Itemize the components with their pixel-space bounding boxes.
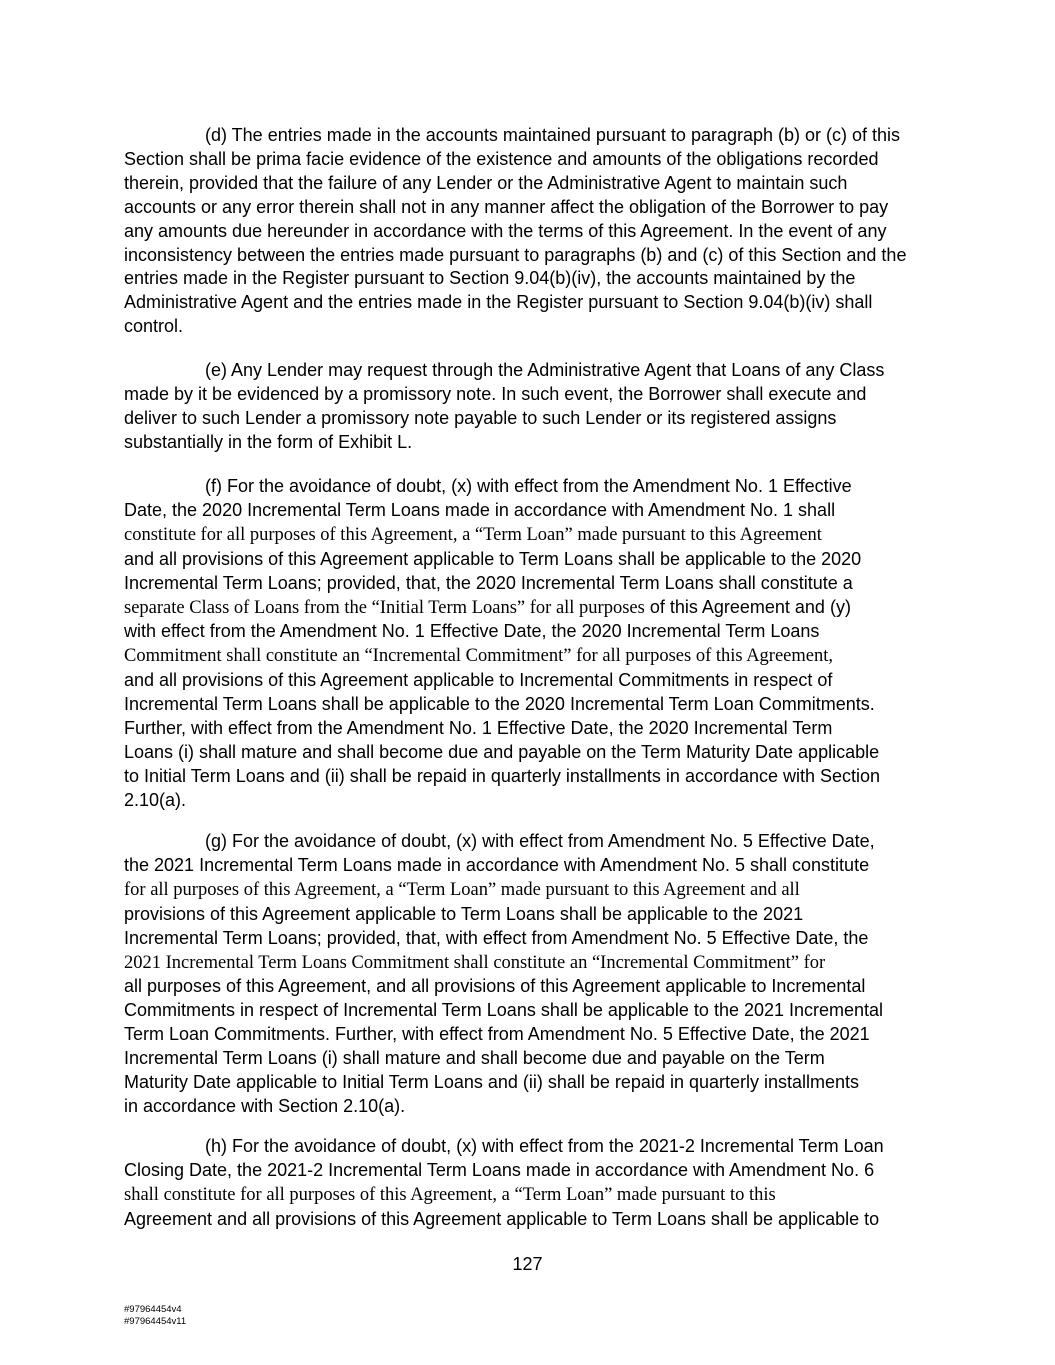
text-line: Loans (i) shall mature and shall become due and payable on the Term Maturity Date applicable <box>124 741 880 762</box>
text-line: and all provisions of this Agreement applicable to Incremental Commitments in respect of <box>124 670 833 691</box>
text-line: any amounts due hereunder in accordance with the terms of this Agreement. In the event of any <box>124 220 887 241</box>
text-line: and all provisions of this Agreement applicable to Term Loans shall be applicable to the 2020 <box>124 548 862 569</box>
text-line: of this Agreement and (y) <box>644 596 851 617</box>
text-line: the 2021 Incremental Term Loans made in accordance with Amendment No. 5 shall constitute <box>124 854 870 875</box>
paragraph-label: (f) <box>205 476 222 496</box>
text-line: Agreement and all provisions of this Agreement applicable to Term Loans shall be applicable to <box>124 1208 880 1229</box>
text-line: For the avoidance of doubt, (x) with effect from the Amendment No. 1 Effective <box>222 476 852 496</box>
text-line: with effect from the Amendment No. 1 Effective Date, the 2020 Incremental Term Loans <box>124 621 820 642</box>
text-line: The entries made in the accounts maintained pursuant to paragraph (b) or (c) of this <box>227 125 901 145</box>
text-line: provisions of this Agreement applicable to Term Loans shall be applicable to the 2021 <box>124 903 804 924</box>
document-id-footer <box>124 1304 186 1327</box>
text-line: made by it be evidenced by a promissory note. In such event, the Borrower shall execute and <box>124 383 867 404</box>
text-line: entries made in the Register pursuant to Section 9.04(b)(iv), the accounts maintained by the <box>124 268 856 289</box>
text-line: Incremental Term Loans; provided, that, the 2020 Incremental Term Loans shall constitute a <box>124 572 853 593</box>
text-line: Commitment shall constitute an “Incremental Commitment” for all purposes of this Agreement, <box>124 646 834 667</box>
paragraph-label: (d) <box>205 125 227 145</box>
text-line: separate Class of Loans from the “Initial Term Loans” for all purposes <box>124 597 645 618</box>
text-line: all purposes of this Agreement, and all provisions of this Agreement applicable to Incremental <box>124 976 866 997</box>
paragraph-e <box>124 359 936 455</box>
text-line: For the avoidance of doubt, (x) with effect from the 2021-2 Incremental Term Loan <box>227 1136 884 1156</box>
text-line: Incremental Term Loans; provided, that, with effect from Amendment No. 5 Effective Date, the <box>124 927 869 948</box>
text-line: Term Loan Commitments. Further, with effect from Amendment No. 5 Effective Date, the 2021 <box>124 1024 870 1045</box>
paragraph-label: (g) <box>205 831 227 851</box>
text-line: Maturity Date applicable to Initial Term Loans and (ii) shall be repaid in quarterly installments <box>124 1072 860 1093</box>
document-id: #97964454v11 <box>124 1315 187 1327</box>
paragraph-label: (h) <box>205 1136 227 1156</box>
text-line: accounts or any error therein shall not in any manner affect the obligation of the Borrower to pay <box>124 196 889 217</box>
text-line: substantially in the form of Exhibit L. <box>124 431 413 452</box>
text-line: Closing Date, the 2021-2 Incremental Term Loans made in accordance with Amendment No. 6 <box>124 1159 875 1180</box>
text-line: Section shall be prima facie evidence of the existence and amounts of the obligations recorded <box>124 148 879 169</box>
text-line: Any Lender may request through the Administrative Agent that Loans of any Class <box>227 360 885 380</box>
text-line: deliver to such Lender a promissory note payable to such Lender or its registered assigns <box>124 407 837 428</box>
paragraph-label: (e) <box>205 360 227 380</box>
text-line: control. <box>124 316 184 337</box>
text-line: to Initial Term Loans and (ii) shall be repaid in quarterly installments in accordance with Section <box>124 765 881 786</box>
text-line: 2.10(a). <box>124 789 187 810</box>
document-id: #97964454v4 <box>124 1304 182 1315</box>
text-line: 2021 Incremental Term Loans Commitment shall constitute an “Incremental Commitment” for <box>124 952 826 973</box>
page-number: 127 <box>512 1254 543 1274</box>
text-line: Date, the 2020 Incremental Term Loans made in accordance with Amendment No. 1 shall <box>124 499 836 520</box>
paragraph-f <box>124 475 936 813</box>
text-line: shall constitute for all purposes of this Agreement, a “Term Loan” made pursuant to this <box>124 1184 776 1205</box>
text-line: Further, with effect from the Amendment No. 1 Effective Date, the 2020 Incremental Term <box>124 718 833 739</box>
text-line: constitute for all purposes of this Agreement, a “Term Loan” made pursuant to this Agreement <box>124 524 822 545</box>
text-line: inconsistency between the entries made pursuant to paragraphs (b) and (c) of this Section and the <box>124 244 907 265</box>
text-line: in accordance with Section 2.10(a). <box>124 1095 406 1116</box>
paragraph-g <box>124 830 936 1119</box>
text-line: For the avoidance of doubt, (x) with effect from Amendment No. 5 Effective Date, <box>227 831 875 851</box>
text-line: Incremental Term Loans shall be applicable to the 2020 Incremental Term Loan Commitments. <box>124 694 875 715</box>
text-line: Incremental Term Loans (i) shall mature and shall become due and payable on the Term <box>124 1048 825 1069</box>
text-line: Administrative Agent and the entries made in the Register pursuant to Section 9.04(b)(iv) shall <box>124 292 873 313</box>
paragraph-h <box>124 1135 936 1232</box>
text-line: for all purposes of this Agreement, a “Term Loan” made pursuant to this Agreement and all <box>124 879 800 900</box>
text-line: Commitments in respect of Incremental Term Loans shall be applicable to the 2021 Incremental <box>124 1000 884 1021</box>
paragraph-d <box>124 124 936 339</box>
text-line: therein, provided that the failure of any Lender or the Administrative Agent to maintain such <box>124 172 848 193</box>
